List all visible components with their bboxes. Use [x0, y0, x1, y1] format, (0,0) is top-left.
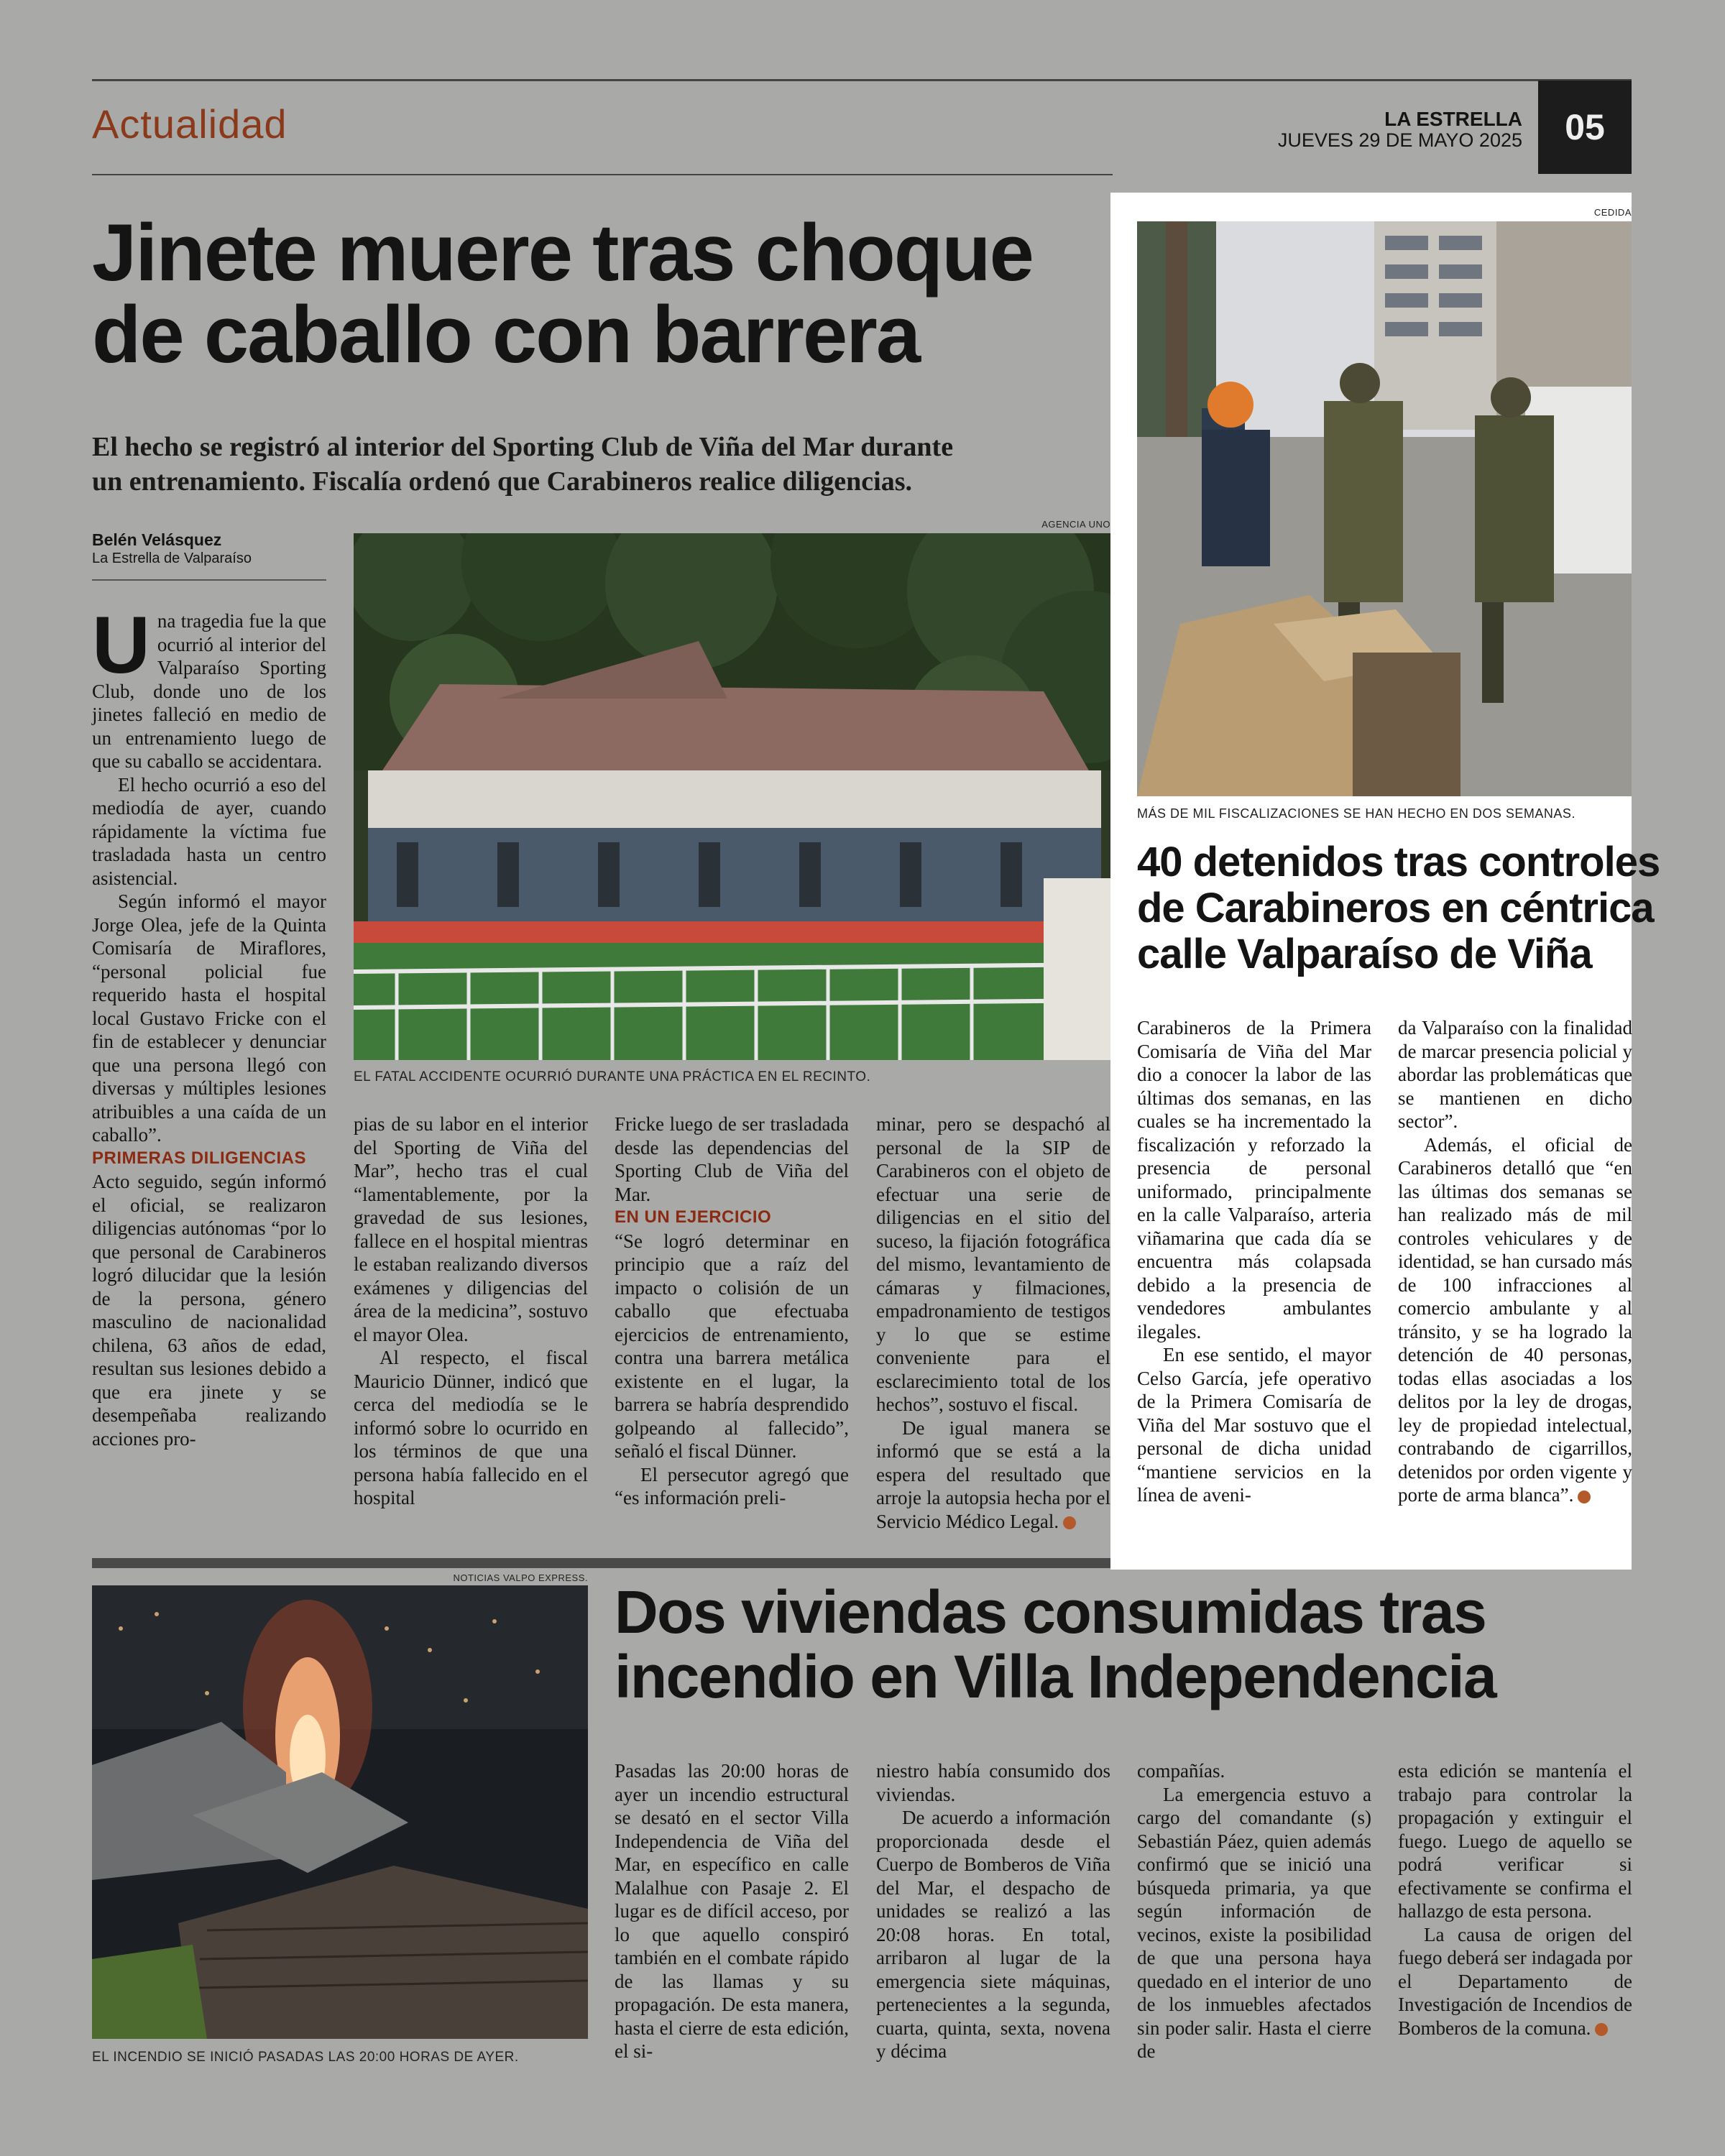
main-photo-credit: AGENCIA UNO — [1041, 519, 1110, 530]
main-col3-p1: Fricke luego de ser trasladada desde las dependencias del Sporting Club de Viña del Mar. — [615, 1113, 849, 1205]
main-headline-line1: Jinete muere tras choque — [92, 208, 1033, 298]
main-headline — [92, 208, 1033, 380]
subhead-primeras-diligencias: PRIMERAS DILIGENCIAS — [92, 1148, 307, 1168]
main-col-2 — [354, 1112, 588, 1510]
byline-rule — [92, 579, 326, 581]
main-col3-p2: “Se logró determinar en principio que a raíz del impacto o colisión de un caballo que efectuaba ejercicios de entrenamiento, contra una barrera metálica existente en el lugar, la barrera se habría desprendido golpeando al fallecido”, señaló el fiscal Dünner. — [615, 1230, 849, 1462]
main-col-1 — [92, 600, 326, 1450]
main-col1-p2: El hecho ocurrió a eso del mediodía de ayer, cuando rápidamente la víctima fue trasladada hasta un centro asistencial. — [92, 773, 326, 889]
side-headline-line3: calle Valparaíso de Viña — [1137, 931, 1592, 977]
side-col2-p1: da Valparaíso con la finalidad de marcar presencia policial y abordar las problemáticas que se mantienen en dicho sector”. — [1398, 1017, 1632, 1132]
bottom-headline-line1: Dos viviendas consumidas tras — [615, 1578, 1486, 1646]
bottom-photo-credit: NOTICIAS VALPO EXPRESS. — [453, 1572, 588, 1583]
section-label: Actualidad — [92, 101, 288, 147]
night-fire-image — [92, 1585, 588, 2039]
bottom-headline-line2: incendio en Villa Independencia — [615, 1643, 1496, 1710]
bottom-col-4 — [1398, 1759, 1632, 2040]
main-col4-p2: De igual manera se informó que se está a la espera del resultado que arroje la autopsia hecha por el Servicio Médico Legal. — [876, 1416, 1110, 1532]
main-dek-line2: un entrenamiento. Fiscalía ordenó que Carabineros realice diligencias. — [92, 466, 913, 497]
header-bottom-rule — [92, 174, 1113, 175]
side-col-2 — [1398, 1016, 1632, 1507]
byline-author: Belén Velásquez — [92, 530, 222, 549]
bottom-col2-p2: De acuerdo a información proporcionada desde el Cuerpo de Bomberos de Viña del Mar, el despacho de unidades se realizó a las 20:08 horas. En total, arribaron al lugar de la emergencia siete máquinas, pertenecientes a la segunda, cuarta, quinta, sexta, novena y décima — [876, 1807, 1110, 2062]
main-col-3 — [615, 1112, 849, 1510]
side-col1-p1: Carabineros de la Primera Comisaría de Viña del Mar dio a conocer la labor de las últimas dos semanas, en las cuales se ha incrementado la fiscalización y reforzado la presencia de personal uniformado, principalmente en la calle Valparaíso, arteria viñamarina que cada día se encuentra más colapsada debido a la presencia de vendedores ambulantes ilegales. — [1137, 1017, 1371, 1342]
main-headline-line2: de caballo con barrera — [92, 290, 920, 380]
subhead-en-un-ejercicio: EN UN EJERCICIO — [615, 1207, 772, 1227]
racecourse-grandstand-image — [354, 533, 1110, 1060]
bottom-col3-p2: La emergencia estuvo a cargo del comandante (s) Sebastián Páez, quien además confirmó que se inició una búsqueda primaria, ya que según información de vecinos, existe la posibilidad de que una persona haya quedado en el interior de uno de los inmuebles afectados sin poder salir. Hasta el cierre de — [1137, 1783, 1371, 2062]
main-photo-caption: EL FATAL ACCIDENTE OCURRIÓ DURANTE UNA PRÁCTICA EN EL RECINTO. — [354, 1069, 871, 1084]
side-col1-p2: En ese sentido, el mayor Celso García, jefe operativo de la Primera Comisaría de Viña del Mar sostuvo que el personal de dicha unidad “mantiene servicios en la línea de aveni- — [1137, 1344, 1371, 1506]
side-col-1 — [1137, 1016, 1371, 1507]
end-mark-icon — [1595, 2023, 1608, 2036]
main-col-4 — [876, 1112, 1110, 1533]
story-divider — [92, 1558, 1110, 1568]
police-control-street-image — [1137, 221, 1632, 796]
bottom-col4-p1: esta edición se mantenía el trabajo para controlar la propagación y extinguir el fuego. Luego de aquello se podrá verificar si efectivamente se confirma el hallazgo de esta persona. — [1398, 1760, 1632, 1922]
dropcap: U — [92, 600, 150, 690]
end-mark-icon — [1063, 1516, 1076, 1529]
main-photo — [354, 533, 1110, 1060]
main-col2-p2: Al respecto, el fiscal Mauricio Dünner, indicó que cerca del mediodía se le informó sobre lo ocurrido en los términos de que una persona había fallecido en el hospital — [354, 1347, 588, 1508]
paper-name: LA ESTRELLA — [1384, 108, 1522, 130]
header-top-rule — [92, 79, 1632, 81]
bottom-col2-p1: niestro había consumido dos viviendas. — [876, 1760, 1110, 1805]
side-headline-line1: 40 detenidos tras controles — [1137, 839, 1660, 885]
main-dek — [92, 430, 953, 499]
bottom-col3-p1: compañías. — [1137, 1760, 1225, 1782]
side-photo-credit: CEDIDA — [1593, 207, 1632, 218]
side-headline — [1137, 839, 1660, 977]
bottom-col4-p2: La causa de origen del fuego deberá ser indagada por el Departamento de Investigación de Incendios de Bomberos de la comuna. — [1398, 1923, 1632, 2039]
main-col1-p3: Según informó el mayor Jorge Olea, jefe de la Quinta Comisaría de Miraflores, “personal policial fue requerido hasta el hospital local Gustavo Fricke con el fin de establecer y denunciar que una persona llegó con diversas y múltiples lesiones atribuibles a una caída de un caballo”. — [92, 890, 326, 1146]
main-col2-p1: pias de su labor en el interior del Sporting de Viña del Mar”, hecho tras el cual “lamentablemente, por la gravedad de sus lesiones, fallece en el hospital mientras le estaban realizando diversos exámenes y diligencias del área de la medicina”, sostuvo el mayor Olea. — [354, 1113, 588, 1345]
end-mark-icon — [1578, 1491, 1591, 1503]
issue-date: JUEVES 29 DE MAYO 2025 — [1277, 129, 1522, 151]
main-col1-p1: na tragedia fue la que ocurrió al interior del Valparaíso Sporting Club, donde uno de los jinetes falleció en medio de un entrenamiento luego de que su caballo se accidentara. — [92, 610, 326, 772]
bottom-photo — [92, 1585, 588, 2039]
bottom-col-1 — [615, 1759, 849, 2063]
main-col4-p1: minar, pero se despachó al personal de la SIP de Carabineros con el objeto de efectuar una serie de diligencias en el sitio del suceso, la fijación fotográfica del mismo, levantamiento de cámaras y filmaciones, empadronamiento de testigos y lo que se estime conveniente para el esclarecimiento total de los hechos”, sostuvo el fiscal. — [876, 1113, 1110, 1415]
bottom-col-3 — [1137, 1759, 1371, 2063]
side-photo — [1137, 221, 1632, 796]
bottom-photo-caption: EL INCENDIO SE INICIÓ PASADAS LAS 20:00 HORAS DE AYER. — [92, 2050, 519, 2065]
page-number: 05 — [1565, 107, 1605, 147]
side-photo-caption: MÁS DE MIL FISCALIZACIONES SE HAN HECHO EN DOS SEMANAS. — [1137, 806, 1576, 821]
bottom-headline — [615, 1580, 1496, 1709]
side-col2-p2: Además, el oficial de Carabineros detalló que “en las últimas dos semanas se han realizado más de mil controles vehiculares y de identidad, se han cursado más de 100 infracciones al comercio ambulante y al tránsito, y se ha logrado la detención de 40 personas, todas ellas asociadas a los delitos por la ley de drogas, ley de propiedad intelectual, contrabando de cigarrillos, detenidos por orden vigente y porte de arma blanca”. — [1398, 1133, 1632, 1506]
main-col1-p4: Acto seguido, según informó el oficial, se realizaron diligencias autónomas “por lo que personal de Carabineros logró dilucidar que la lesión de la persona, género masculino de nacionalidad chilena, 63 años de edad, resultan sus lesiones debido a que era jinete y se desempeñaba realizando acciones pro- — [92, 1171, 326, 1450]
main-dek-line1: El hecho se registró al interior del Sporting Club de Viña del Mar durante — [92, 432, 954, 462]
bottom-col-2 — [876, 1759, 1110, 2063]
page-number-box — [1538, 80, 1632, 174]
bottom-col1-p1: Pasadas las 20:00 horas de ayer un incendio estructural se desató en el sector Villa Independencia de Viña del Mar, en específico en calle Malalhue con Pasaje 2. El lugar es de difícil acceso, por lo que aquello conspiró también en el combate rápido de las llamas y su propagación. De esta manera, hasta el cierre de esta edición, el si- — [615, 1760, 849, 2062]
byline-org: La Estrella de Valparaíso — [92, 550, 252, 566]
main-col3-p3: El persecutor agregó que “es información preli- — [615, 1463, 849, 1508]
side-headline-line2: de Carabineros en céntrica — [1137, 885, 1654, 931]
